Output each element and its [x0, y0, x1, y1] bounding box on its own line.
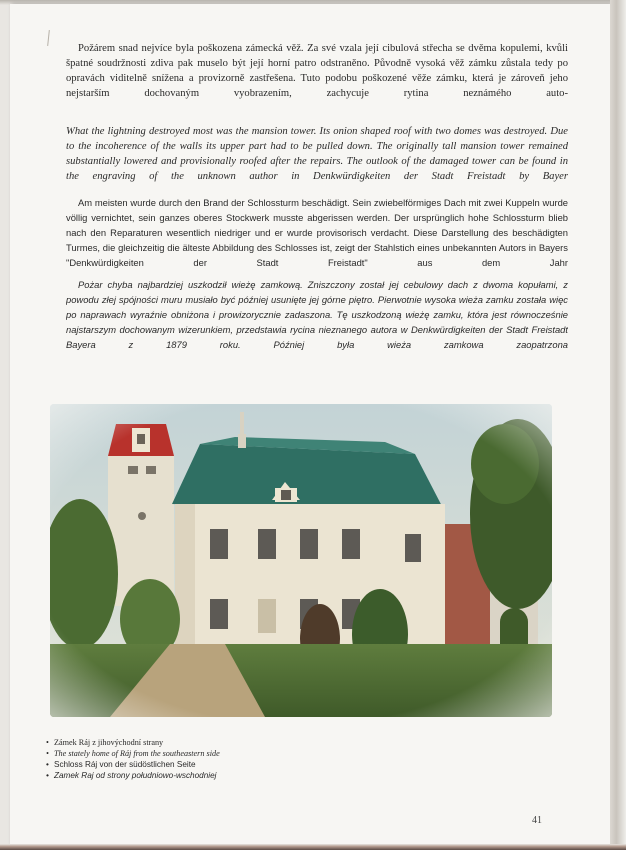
photo-caption [46, 737, 220, 781]
page-right-edge [610, 0, 626, 850]
caption-czech: • Zámek Ráj z jihovýchodní strany [46, 737, 220, 748]
page-bottom-edge [0, 844, 626, 850]
polish-paragraph: Pożar chyba najbardziej uszkodził wieżę zamkową. Zniszczony został jej cebulowy dach z dwoma kopułami, z powodu złej spójności muru musiało być później usunięte jej górne piętro. Pierwotnie wysoka wieża zamku została więc po naprawach wyraźnie obniżona i prowizorycznie zadaszona. Tę uszkodzoną wieżę zamku, która jest równocześnie najstarszym dochowanym wizerunkiem, przedstawia rycina nieznanego autora w Denkwürdigkeiten der Stadt Freistadt Bayera z 1879 roku. Później była wieża zamkowa zaopatrzona [66, 279, 568, 350]
czech-paragraph: Požárem snad nejvíce byla poškozena zámecká věž. Za své vzala její cibulová střecha se dvěma kopulemi, kvůli špatné soudržnosti zdiva pak muselo být její horní patro odstraněno. Původně vysoká věž zámku zůstala tedy po opravách viditelně snížena a provizorně zastřešena. Tuto podobu poškozené věže zámku, která je zároveň jeho nejstarším dochovaným vyobrazením, zachycuje rytina neznámého auto- [66, 43, 568, 99]
german-paragraph: Am meisten wurde durch den Brand der Schlossturm beschädigt. Sein zwiebelförmiges Dach mit zwei Kuppeln wurde völlig vernichtet, sein ganzes oberes Stockwerk musste abgerissen werden. Der ursprünglich hohe Schlossturm blieb nach den Reparaturen wesentlich niedriger und er wurde provisorisch verdacht. Diese Darstellung des beschädigten Turmes, die gleichzeitig die älteste Abbildung des Schlosses ist, zeigt der Stahlstich eines unbekannten Autors in Bayers "Denkwürdigkeiten der Stadt Freistadt" aus dem Jahr [66, 197, 568, 268]
page-number: 41 [532, 815, 542, 826]
caption-german: • Schloss Ráj von der südöstlichen Seite [46, 759, 220, 770]
castle-photo [50, 404, 552, 717]
english-paragraph: What the lightning destroyed most was the mansion tower. Its onion shaped roof with two domes was destroyed. Due to the incoherence of the walls its upper part had to be pulled down. The originally tall mansion tower remained substantially lowered and provisionally roofed after the repairs. The outlook of the damaged tower can be found in the engraving of the unknown author in Denkwürdigkeiten der Stadt Freistadt by Bayer [66, 126, 568, 182]
caption-polish: • Zamek Raj od strony południowo-wschodniej [46, 770, 220, 781]
caption-english: • The stately home of Ráj from the southeastern side [46, 748, 220, 759]
